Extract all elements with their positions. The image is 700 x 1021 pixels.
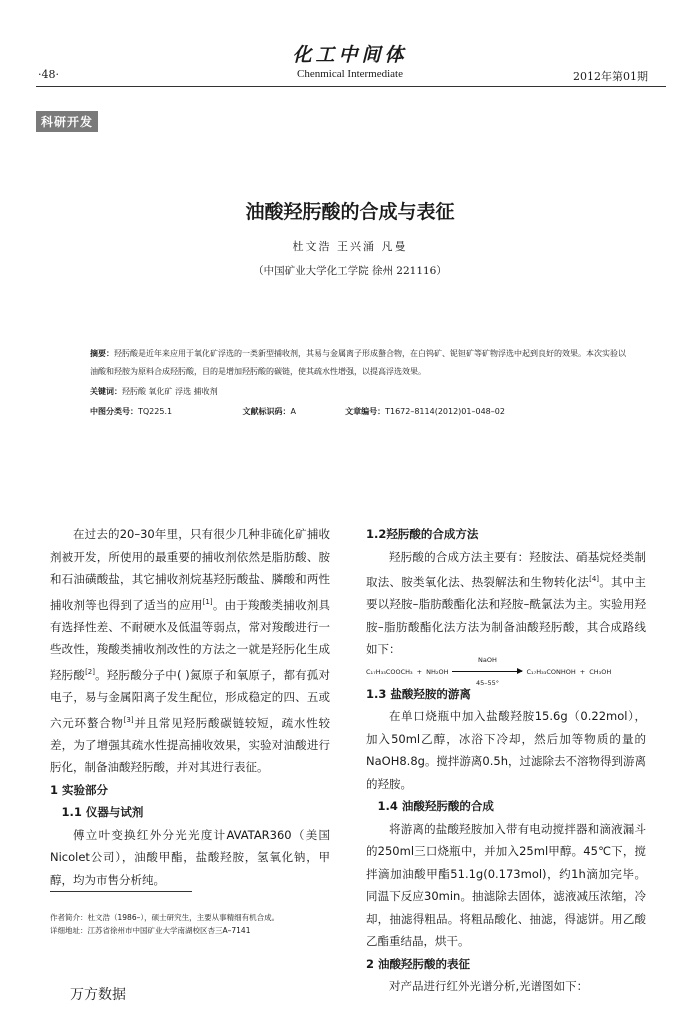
journal-title: 化工中间体 [292,44,408,66]
reactant-hydroxylamine: NH₂OH [426,667,449,676]
intro-paragraph: 在过去的20–30年里，只有很少几种非硫化矿捕收剂被开发，所使用的最重要的捕收剂依然是脂肪酸、胺和石油磺酸盐，其它捕收剂烷基羟肟酸盐、膦酸和两性捕收剂等也得到了适当的应用[1]。由于羧酸类捕收剂具有选择性差、不耐硬水及低温等弱点，常对羧酸进行一些改性，羧酸类捕收剂改性的方法之一就是羟肟化生成羟肟酸[2]。羟肟酸分子中( )氮原子和氧原子，都有孤对电子，易与金属阳离子发生配位，形成稳定的四、五或六元环螯合物[3]并且常见羟肟酸碳链较短，疏水性较差，为了增强其疏水性提高捕收效果，实验对油酸进行肟化，制备油酸羟肟酸，并对其进行表征。 [50,527,331,775]
section1-3-text: 在单口烧瓶中加入盐酸羟胺15.6g（0.22mol），加入50ml乙醇，冰浴下冷却，然后加等物质的量的NaOH8.8g。搅拌游离0.5h，过滤除去不溶物得到游离的羟胺。 [366,709,647,791]
section2-heading: 2 油酸羟肟酸的表征 [366,956,471,971]
keywords [90,386,218,397]
plus-sign: + [416,667,423,676]
section2-text: 对产品进行红外光谱分析,光谱图如下： [389,979,589,994]
section1-1-text: 傅立叶变换红外分光光度计AVATAR360（美国Nicolet公司），油酸甲酯，盐酸羟胺，氢氧化钠，甲醇，均为市售分析纯。 [50,827,330,887]
right-column [366,523,646,998]
section-tag: 科研开发 [36,111,98,132]
section1-2-text: 羟肟酸的合成方法主要有：羟胺法、硝基烷烃类制取法、胺类氧化法、热裂解法和生物转化法[4]。其中主要以羟胺–脂肪酸酯化法和羟胺–酰氯法为主。实验用羟胺–脂肪酸酯化法方法为制备油酸羟肟酸，其合成路线如下： [366,549,647,657]
abstract [90,345,630,381]
section1-4-text: 将游离的盐酸羟胺加入带有电动搅拌器和滴液漏斗的250ml三口烧瓶中，并加入25ml甲醇。45℃下，搅拌滴加油酸甲酯51.1g(0.173mol)，约1h滴加完毕。同温下反应30min。抽滤除去固体，滤液减压浓缩，冷却，抽滤得粗品。将粗品酸化、抽滤，得滤饼。用乙酸乙酯重结晶，烘干。 [366,821,646,949]
author-address: 详细地址：江苏省徐州市中国矿业大学南湖校区杏三A–7141 [50,926,251,935]
left-column [50,523,330,891]
header-rule [36,86,666,87]
authors: 杜文浩 王兴涌 凡曼 [292,240,408,253]
abstract-text: 羟肟酸是近年来应用于氧化矿浮选的一类新型捕收剂，其易与金属离子形成螯合物，在白钨矿、铌钽矿等矿物浮选中起到良好的效果。本次实验以油酸和羟胺为原料合成羟肟酸，目的是增加羟肟酸的碳链，使其疏水性增强，以提高浮选效果。 [90,349,626,376]
affiliation: （中国矿业大学化工学院 徐州 221116） [253,265,447,277]
section1-heading: 1 实验部分 [50,782,109,797]
watermark: 万方数据 [70,987,126,1003]
article-number-value: T1672–8114(2012)01–048–02 [385,407,505,416]
plus-sign-2: + [579,667,586,676]
clc-label: 中图分类号： [90,407,138,416]
keywords-text: 羟肟酸 氧化矿 浮选 捕收剂 [122,387,218,396]
reaction-equation [366,655,646,688]
product-methanol: CH₃OH [589,667,612,676]
article-number-label: 文章编号： [345,407,386,416]
section1-3-heading: 1.3 盐酸羟胺的游离 [366,686,471,701]
paper-title: 油酸羟肟酸的合成与表征 [245,201,455,223]
product-hydroxamic-acid: C₁₇H₃₃CONHOH [526,667,576,676]
doc-code-label: 文献标识码： [242,407,291,416]
journal-english-name: Chenmical Intermediate [297,68,403,80]
classification-line [90,406,650,417]
section1-2-heading: 1.2羟肟酸的合成方法 [366,527,479,541]
section1-1-heading: 1.1 仪器与试剂 [61,805,144,820]
section1-4-heading: 1.4 油酸羟肟酸的合成 [377,799,494,814]
reactant-ester: C₁₇H₃₃COOCH₃ [366,667,413,676]
doc-code-value: A [290,407,297,416]
keywords-label: 关键词： [90,387,122,396]
catalyst-label: NaOH [478,655,497,664]
footnote-rule [50,891,192,892]
issue-label: 2012年第01期 [573,70,648,83]
page-number: ·48· [38,68,59,81]
abstract-label: 摘要： [90,349,114,358]
author-footnote [50,911,330,937]
author-bio: 作者简介：杜文浩（1986–），硕士研究生，主要从事精细有机合成。 [50,913,280,922]
condition-label: 45–55° [475,679,499,688]
clc-value: TQ225.1 [138,407,173,416]
